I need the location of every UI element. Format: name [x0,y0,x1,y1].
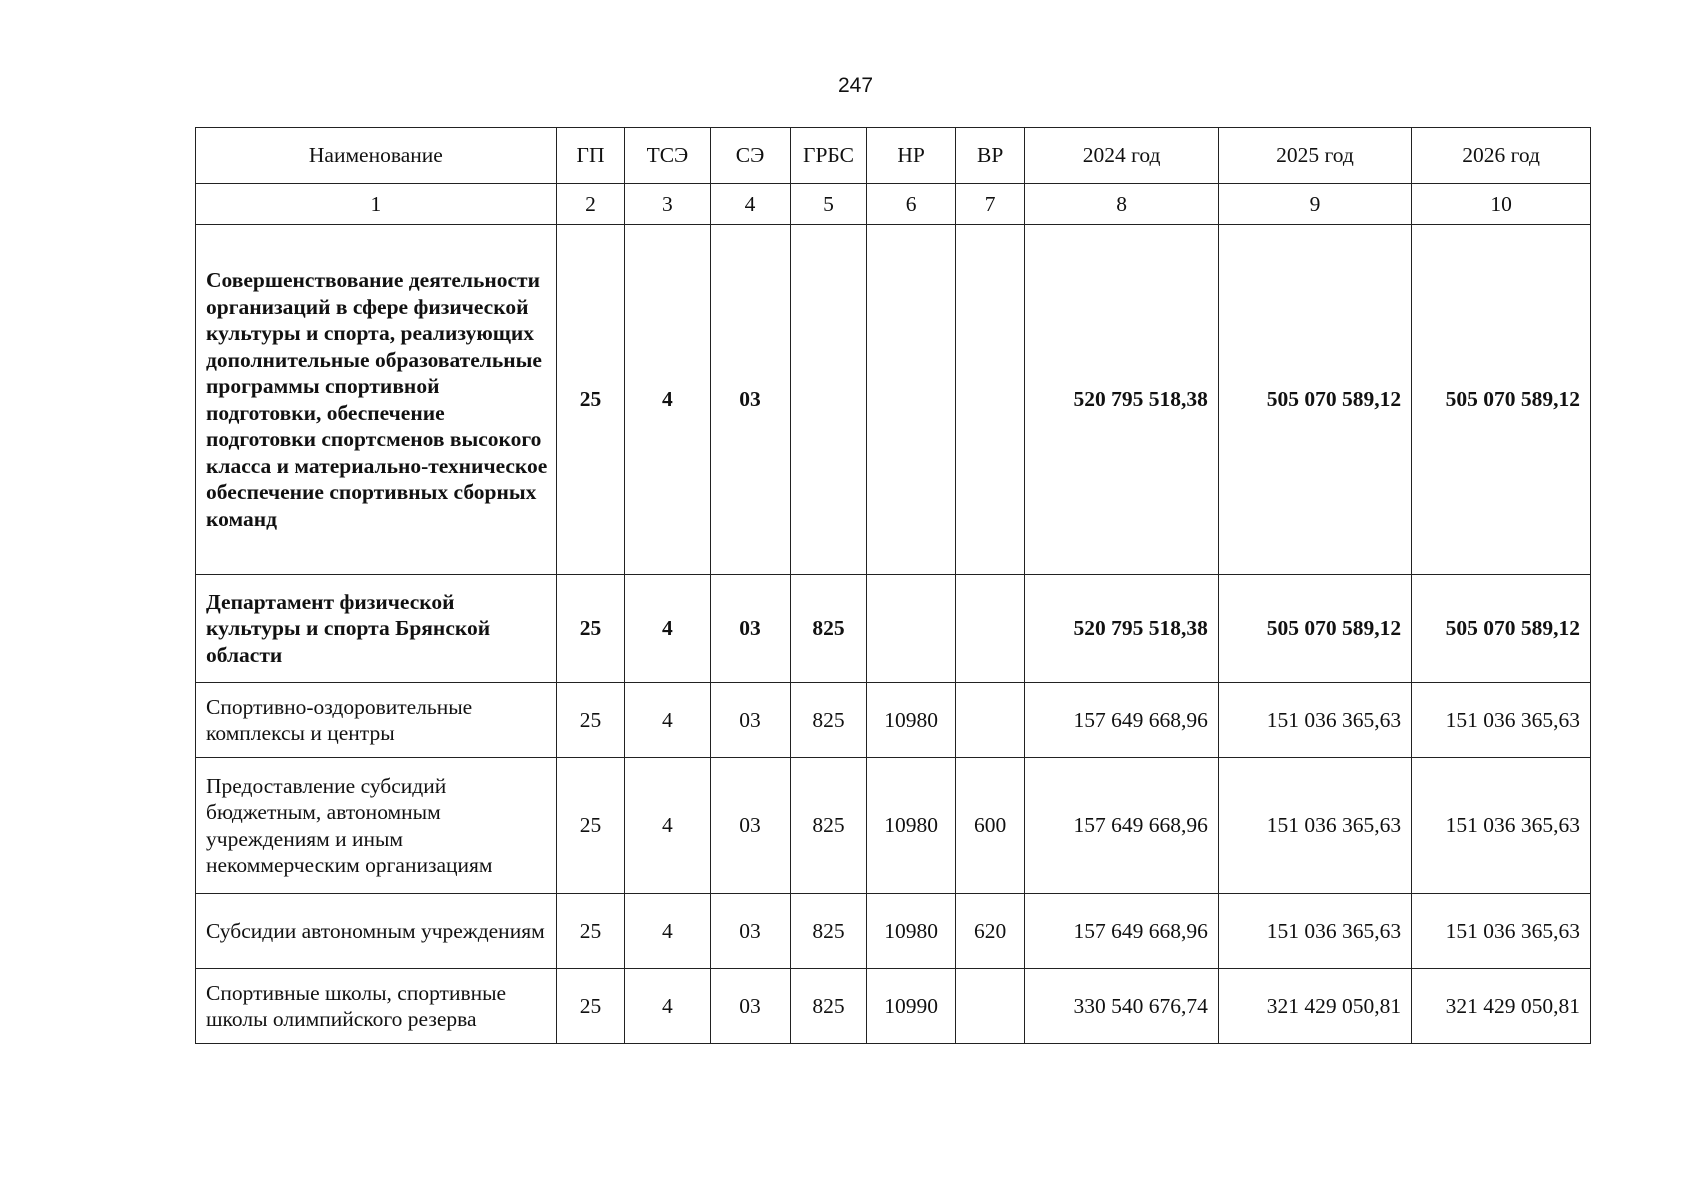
row-grbs: 825 [790,894,867,969]
row-grbs: 825 [790,758,867,894]
table-row [196,683,1591,758]
row-name: Субсидии автономным учреждениям [196,894,557,969]
row-se: 03 [710,758,790,894]
row-nr [867,575,955,683]
row-nr: 10980 [867,894,955,969]
row-vr [955,575,1025,683]
row-gp: 25 [556,683,625,758]
page-number: 247 [837,74,874,97]
row-se: 03 [710,969,790,1044]
header-se: СЭ [710,128,790,184]
column-number: 8 [1025,184,1218,225]
header-vr: ВР [955,128,1025,184]
header-nr: НР [867,128,955,184]
row-gp: 25 [556,575,625,683]
row-tse: 4 [625,969,710,1044]
header-2025: 2025 год [1218,128,1411,184]
row-amount-2026: 151 036 365,63 [1412,894,1591,969]
row-name: Спортивные школы, спортивные школы олимпийского резерва [196,969,557,1044]
row-grbs: 825 [790,683,867,758]
row-tse: 4 [625,225,710,575]
header-grbs: ГРБС [790,128,867,184]
row-amount-2024: 157 649 668,96 [1025,894,1218,969]
row-vr [955,969,1025,1044]
row-amount-2024: 330 540 676,74 [1025,969,1218,1044]
column-number: 4 [710,184,790,225]
row-grbs: 825 [790,575,867,683]
row-gp: 25 [556,969,625,1044]
row-grbs [790,225,867,575]
row-amount-2024: 520 795 518,38 [1025,225,1218,575]
column-number-row [196,184,1591,225]
row-amount-2024: 157 649 668,96 [1025,758,1218,894]
row-vr: 600 [955,758,1025,894]
row-nr: 10980 [867,758,955,894]
row-amount-2025: 151 036 365,63 [1218,683,1411,758]
row-amount-2025: 505 070 589,12 [1218,225,1411,575]
row-amount-2025: 151 036 365,63 [1218,894,1411,969]
row-grbs: 825 [790,969,867,1044]
row-gp: 25 [556,894,625,969]
header-tse: ТСЭ [625,128,710,184]
row-se: 03 [710,575,790,683]
row-amount-2025: 321 429 050,81 [1218,969,1411,1044]
row-nr [867,225,955,575]
column-number: 1 [196,184,557,225]
row-amount-2026: 505 070 589,12 [1412,225,1591,575]
row-name: Совершенствование деятельности организаций в сфере физической культуры и спорта, реализующих дополнительные образовательные программы спортивной подготовки, обеспечение подготовки спортсменов высокого класса и материально-техническое обеспечение спортивных сборных команд [196,225,557,575]
row-vr: 620 [955,894,1025,969]
row-tse: 4 [625,758,710,894]
row-vr [955,683,1025,758]
column-number: 7 [955,184,1025,225]
table-row [196,758,1591,894]
row-name: Департамент физической культуры и спорта Брянской области [196,575,557,683]
row-gp: 25 [556,225,625,575]
row-tse: 4 [625,683,710,758]
header-2024: 2024 год [1025,128,1218,184]
column-number: 5 [790,184,867,225]
row-tse: 4 [625,575,710,683]
row-amount-2026: 505 070 589,12 [1412,575,1591,683]
row-name: Спортивно-оздоровительные комплексы и центры [196,683,557,758]
row-se: 03 [710,683,790,758]
row-tse: 4 [625,894,710,969]
header-2026: 2026 год [1412,128,1591,184]
column-number: 9 [1218,184,1411,225]
row-vr [955,225,1025,575]
column-number: 3 [625,184,710,225]
table-row [196,225,1591,575]
table-row [196,894,1591,969]
row-amount-2025: 505 070 589,12 [1218,575,1411,683]
row-amount-2026: 151 036 365,63 [1412,683,1591,758]
row-se: 03 [710,894,790,969]
column-number: 2 [556,184,625,225]
row-amount-2025: 151 036 365,63 [1218,758,1411,894]
row-amount-2026: 321 429 050,81 [1412,969,1591,1044]
row-se: 03 [710,225,790,575]
table-row [196,575,1591,683]
row-amount-2024: 157 649 668,96 [1025,683,1218,758]
row-nr: 10980 [867,683,955,758]
column-number: 6 [867,184,955,225]
header-name: Наименование [196,128,557,184]
table-row [196,969,1591,1044]
row-amount-2024: 520 795 518,38 [1025,575,1218,683]
row-name: Предоставление субсидий бюджетным, автономным учреждениям и иным некоммерческим организациям [196,758,557,894]
row-amount-2026: 151 036 365,63 [1412,758,1591,894]
row-gp: 25 [556,758,625,894]
row-nr: 10990 [867,969,955,1044]
column-number: 10 [1412,184,1591,225]
header-row [196,128,1591,184]
header-gp: ГП [556,128,625,184]
budget-table [195,127,1591,1044]
